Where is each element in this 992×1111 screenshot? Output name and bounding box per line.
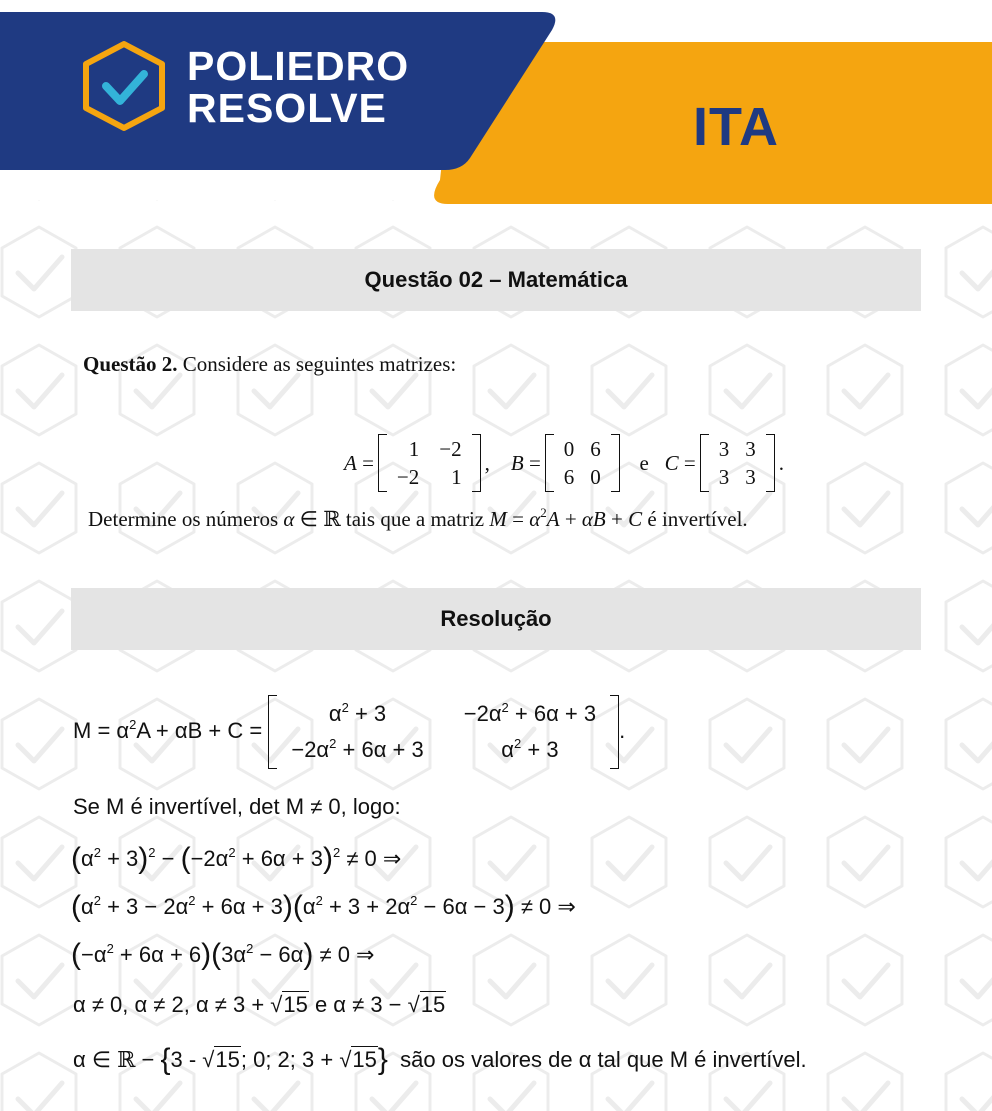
matrix-b-cell: 6: [590, 437, 601, 461]
matrix-a-cell: 1: [451, 465, 462, 489]
brand-name: [187, 43, 410, 131]
matrix-a-cell: 1: [408, 437, 420, 461]
step-1: $(\alpha^2 + 3)^2 - (-2\alpha^2 + 6\alpha + 3)^2 \ne 0$ ⇒: [71, 842, 402, 875]
matrix-m-equation: $M = \alpha^2A + \alpha B + C$ = $\alpha^2 + 3$ $-2\alpha^2 + 6\alpha + 3$ $-2\alpha^2 + 6\alpha + 3$ $\alpha^2 + 3$ .: [73, 695, 625, 769]
conclusion-text: são os valores de α tal que M é invertível.: [400, 1047, 807, 1072]
equation-text: A + αB + C =: [136, 717, 263, 743]
matrix-c-cell: 3: [745, 465, 756, 489]
matrix-a-name: A: [344, 450, 357, 475]
matrix-b-cell: 6: [563, 465, 575, 489]
invertibility-condition: Se M é invertível, det M ≠ 0, logo:: [73, 794, 401, 819]
matrix-a-cell: −2: [439, 437, 462, 461]
question-label: Questão 2.: [83, 352, 178, 376]
exam-title: ITA: [693, 97, 779, 157]
brand-line-2: RESOLVE: [187, 85, 387, 131]
question-title: Questão 02 – Matemática: [364, 267, 628, 292]
statement-part: Determine os números: [88, 507, 279, 531]
matrix-c-name: C: [664, 450, 679, 475]
matrix-m-cell: $\alpha^2 + 3$: [328, 700, 387, 726]
equation-text: M = α: [73, 717, 130, 743]
resolution-title-bar: [71, 588, 921, 650]
conjunction: e: [639, 450, 649, 475]
matrix-definitions: A = 1 −2 −2 1 , B = 0 6 6 0 e C = 3 3 3 3 .: [344, 434, 784, 492]
checkmark-hexagon-logo-icon: [80, 40, 168, 132]
matrix-c-cell: 3: [718, 465, 730, 489]
resolution-title: Resolução: [440, 606, 552, 631]
matrix-a-cell: −2: [396, 465, 420, 489]
step-4: α ≠ 0, α ≠ 2, α ≠ 3 + √15 e α ≠ 3 − √15: [73, 992, 446, 1017]
final-answer: α ∈ ℝ − {3 - √15; 0; 2; 3 + √15} são os valores de α tal que M é invertível.: [73, 1043, 807, 1076]
matrix-c: [700, 434, 775, 492]
matrix-m-cell: $\alpha^2 + 3$: [501, 736, 559, 762]
step-2: $(\alpha^2 + 3 - 2\alpha^2 + 6\alpha + 3)(\alpha^2 + 3 + 2\alpha^2 - 6\alpha - 3) \ne 0$ ⇒: [71, 890, 576, 923]
question-intro: [83, 352, 456, 377]
statement-part: tais que a matriz: [345, 507, 485, 531]
question-statement: Determine os números α ∈ ℝ tais que a matriz $M = \alpha^2A + \alpha B + C$ é invertível.: [88, 505, 748, 531]
matrix-m: [268, 695, 619, 769]
matrix-a: [378, 434, 481, 492]
matrix-m-cell: $-2\alpha^2 + 6\alpha + 3$: [291, 736, 424, 762]
step-3: $(-\alpha^2 + 6\alpha + 6)(3\alpha^2 - 6\alpha) \ne 0$ ⇒: [71, 938, 375, 971]
matrix-c-cell: 3: [718, 437, 730, 461]
matrix-b: [545, 434, 620, 492]
statement-part: é invertível.: [647, 507, 748, 531]
question-intro-text: Considere as seguintes matrizes:: [182, 352, 457, 376]
matrix-b-cell: 0: [563, 437, 575, 461]
brand-line-1: POLIEDRO: [187, 43, 410, 89]
matrix-c-cell: 3: [745, 437, 756, 461]
matrix-m-cell: $-2\alpha^2 + 6\alpha + 3$: [463, 700, 597, 726]
matrix-b-cell: 0: [590, 465, 601, 489]
matrix-b-name: B: [510, 450, 524, 475]
question-title-bar: [71, 249, 921, 311]
